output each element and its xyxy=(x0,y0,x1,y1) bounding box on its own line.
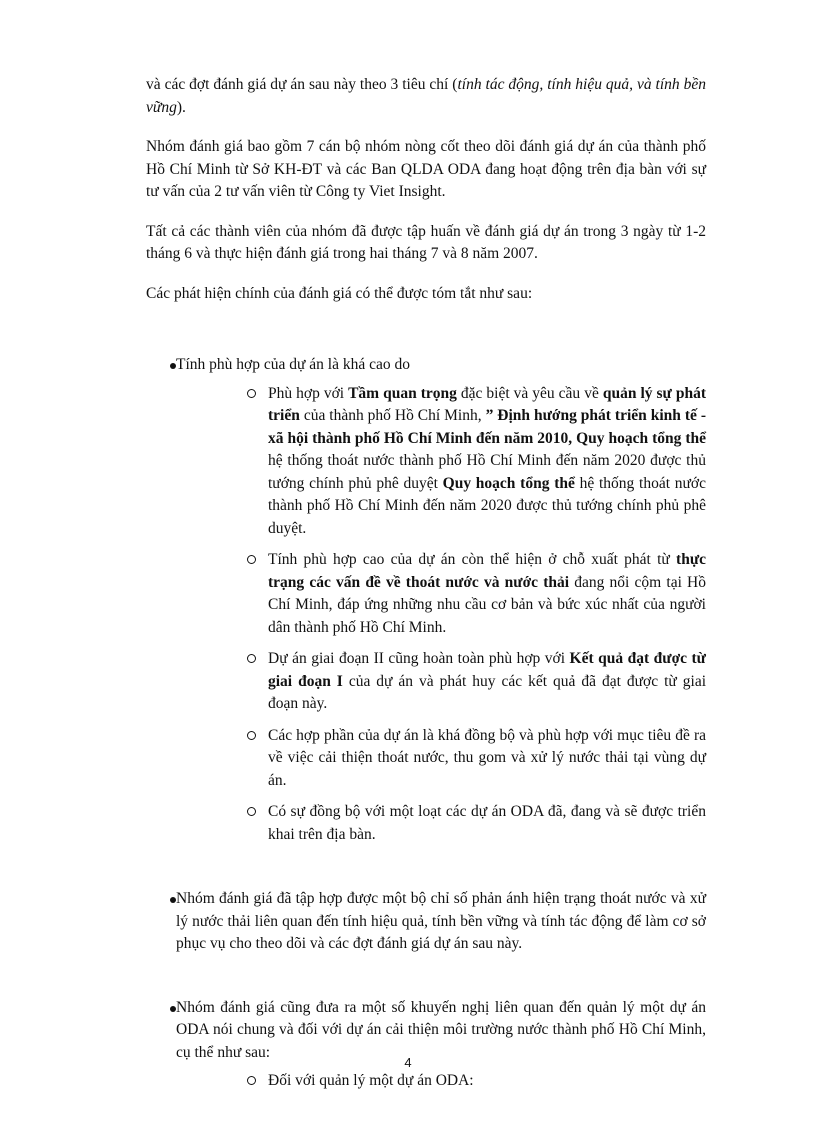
paragraph-criteria: và các đợt đánh giá dự án sau này theo 3 tiêu chí (tính tác động, tính hiệu quả, và tính bền vững). xyxy=(146,76,706,116)
sub-list-item: Có sự đồng bộ với một loạt các dự án ODA đã, đang và sẽ được triển khai trên địa bàn. xyxy=(176,801,706,846)
list-item: Nhóm đánh giá cũng đưa ra một số khuyến nghị liên quan đến quản lý một dự án ODA nói chung và đối với dự án cải thiện môi trường nước thành phố Hồ Chí Minh, cụ thể như sau: Đối với quản lý một dự án ODA: xyxy=(146,997,706,1093)
criteria-italic: tính tác động, tính hiệu quả, và tính bền vững xyxy=(146,76,706,116)
findings-list xyxy=(146,354,706,1093)
page-number: 4 xyxy=(404,1055,412,1070)
circle-bullet-icon xyxy=(247,389,256,398)
circle-bullet-icon xyxy=(247,654,256,663)
sub-list-item: Dự án giai đoạn II cũng hoàn toàn phù hợp với Kết quả đạt được từ giai đoạn I của dự án và phát huy các kết quả đã đạt được từ giai đoạn này. xyxy=(176,648,706,716)
paragraph-findings-intro: Các phát hiện chính của đánh giá có thể được tóm tắt như sau: xyxy=(146,284,533,302)
circle-bullet-icon xyxy=(247,555,256,564)
sub-list-item: Các hợp phần của dự án là khá đồng bộ và phù hợp với mục tiêu đề ra về việc cải thiện thoát nước, thu gom và xử lý nước thải tại vùng dự án. xyxy=(176,725,706,793)
circle-bullet-icon xyxy=(247,731,256,740)
circle-bullet-icon xyxy=(247,1076,256,1085)
paragraph-team: Nhóm đánh giá bao gồm 7 cán bộ nhóm nòng cốt theo dõi đánh giá dự án của thành phố Hồ Chí Minh từ Sở KH-ĐT và các Ban QLDA ODA đang hoạt động trên địa bàn với sự tư vấn của 2 tư vấn viên từ Công ty Viet Insight. xyxy=(146,138,706,200)
sub-list-item: Tính phù hợp cao của dự án còn thể hiện ở chỗ xuất phát từ thực trạng các vấn đề về thoát nước và nước thải đang nổi cộm tại Hồ Chí Minh, đáp ứng những nhu cầu cơ bản và bức xúc nhất của người dân thành phố Hồ Chí Minh. xyxy=(176,549,706,639)
document-body xyxy=(146,74,706,1102)
sub-list-item: Đối với quản lý một dự án ODA: xyxy=(176,1070,706,1093)
list-item: Tính phù hợp của dự án là khá cao do Phù hợp với Tầm quan trọng đặc biệt và yêu cầu về quản lý sự phát triển của thành phố Hồ Chí Minh, ” Định hướng phát triển kinh tế - xã hội thành phố Hồ Chí Minh đến năm 2010, Quy hoạch tổng thể hệ thống thoát nước thành phố Hồ Chí Minh đến năm 2020 được thủ tướng chính phủ phê duyệt Quy hoạch tổng thể hệ thống thoát nước thành phố Hồ Chí Minh đến năm 2020 được thủ tướng chính phủ phê duyệt. Tính phù hợp cao của dự án còn thể hiện ở chỗ xuất phát từ thực trạng các vấn đề về thoát nước và nước thải đang nổi cộm tại Hồ Chí Minh, đáp ứng những nhu cầu cơ bản và bức xúc nhất của người dân thành phố Hồ Chí Minh. Dự án giai đoạn II cũng hoàn toàn phù hợp với Kết quả đạt được từ giai đoạn I của dự án và phát huy các kết quả đã đạt được từ giai đoạn này. Các hợp phần của dự án là khá đồng bộ và phù hợp với mục tiêu đề ra về việc cải thiện thoát nước, thu gom và xử lý nước thải tại vùng dự án. Có sự đồng bộ với một loạt các dự án ODA đã, đang và sẽ được triển khai trên địa bàn. xyxy=(146,354,706,846)
sub-list xyxy=(176,1070,706,1093)
sub-list-item: Phù hợp với Tầm quan trọng đặc biệt và yêu cầu về quản lý sự phát triển của thành phố Hồ Chí Minh, ” Định hướng phát triển kinh tế - xã hội thành phố Hồ Chí Minh đến năm 2010, Quy hoạch tổng thể hệ thống thoát nước thành phố Hồ Chí Minh đến năm 2020 được thủ tướng chính phủ phê duyệt Quy hoạch tổng thể hệ thống thoát nước thành phố Hồ Chí Minh đến năm 2020 được thủ tướng chính phủ phê duyệt. xyxy=(176,383,706,541)
bullet-icon xyxy=(170,363,176,369)
bullet-icon xyxy=(170,897,176,903)
sub-list xyxy=(176,383,706,847)
list-item: Nhóm đánh giá đã tập hợp được một bộ chỉ số phản ánh hiện trạng thoát nước và xử lý nước thải liên quan đến tính hiệu quả, tính bền vững và tính tác động để làm cơ sở phục vụ cho theo dõi và các đợt đánh giá dự án sau này. xyxy=(146,888,706,956)
circle-bullet-icon xyxy=(247,807,256,816)
bullet-icon xyxy=(170,1006,176,1012)
paragraph-training: Tất cả các thành viên của nhóm đã được tập huấn về đánh giá dự án trong 3 ngày từ 1-2 tháng 6 và thực hiện đánh giá trong hai tháng 7 và 8 năm 2007. xyxy=(146,222,706,262)
